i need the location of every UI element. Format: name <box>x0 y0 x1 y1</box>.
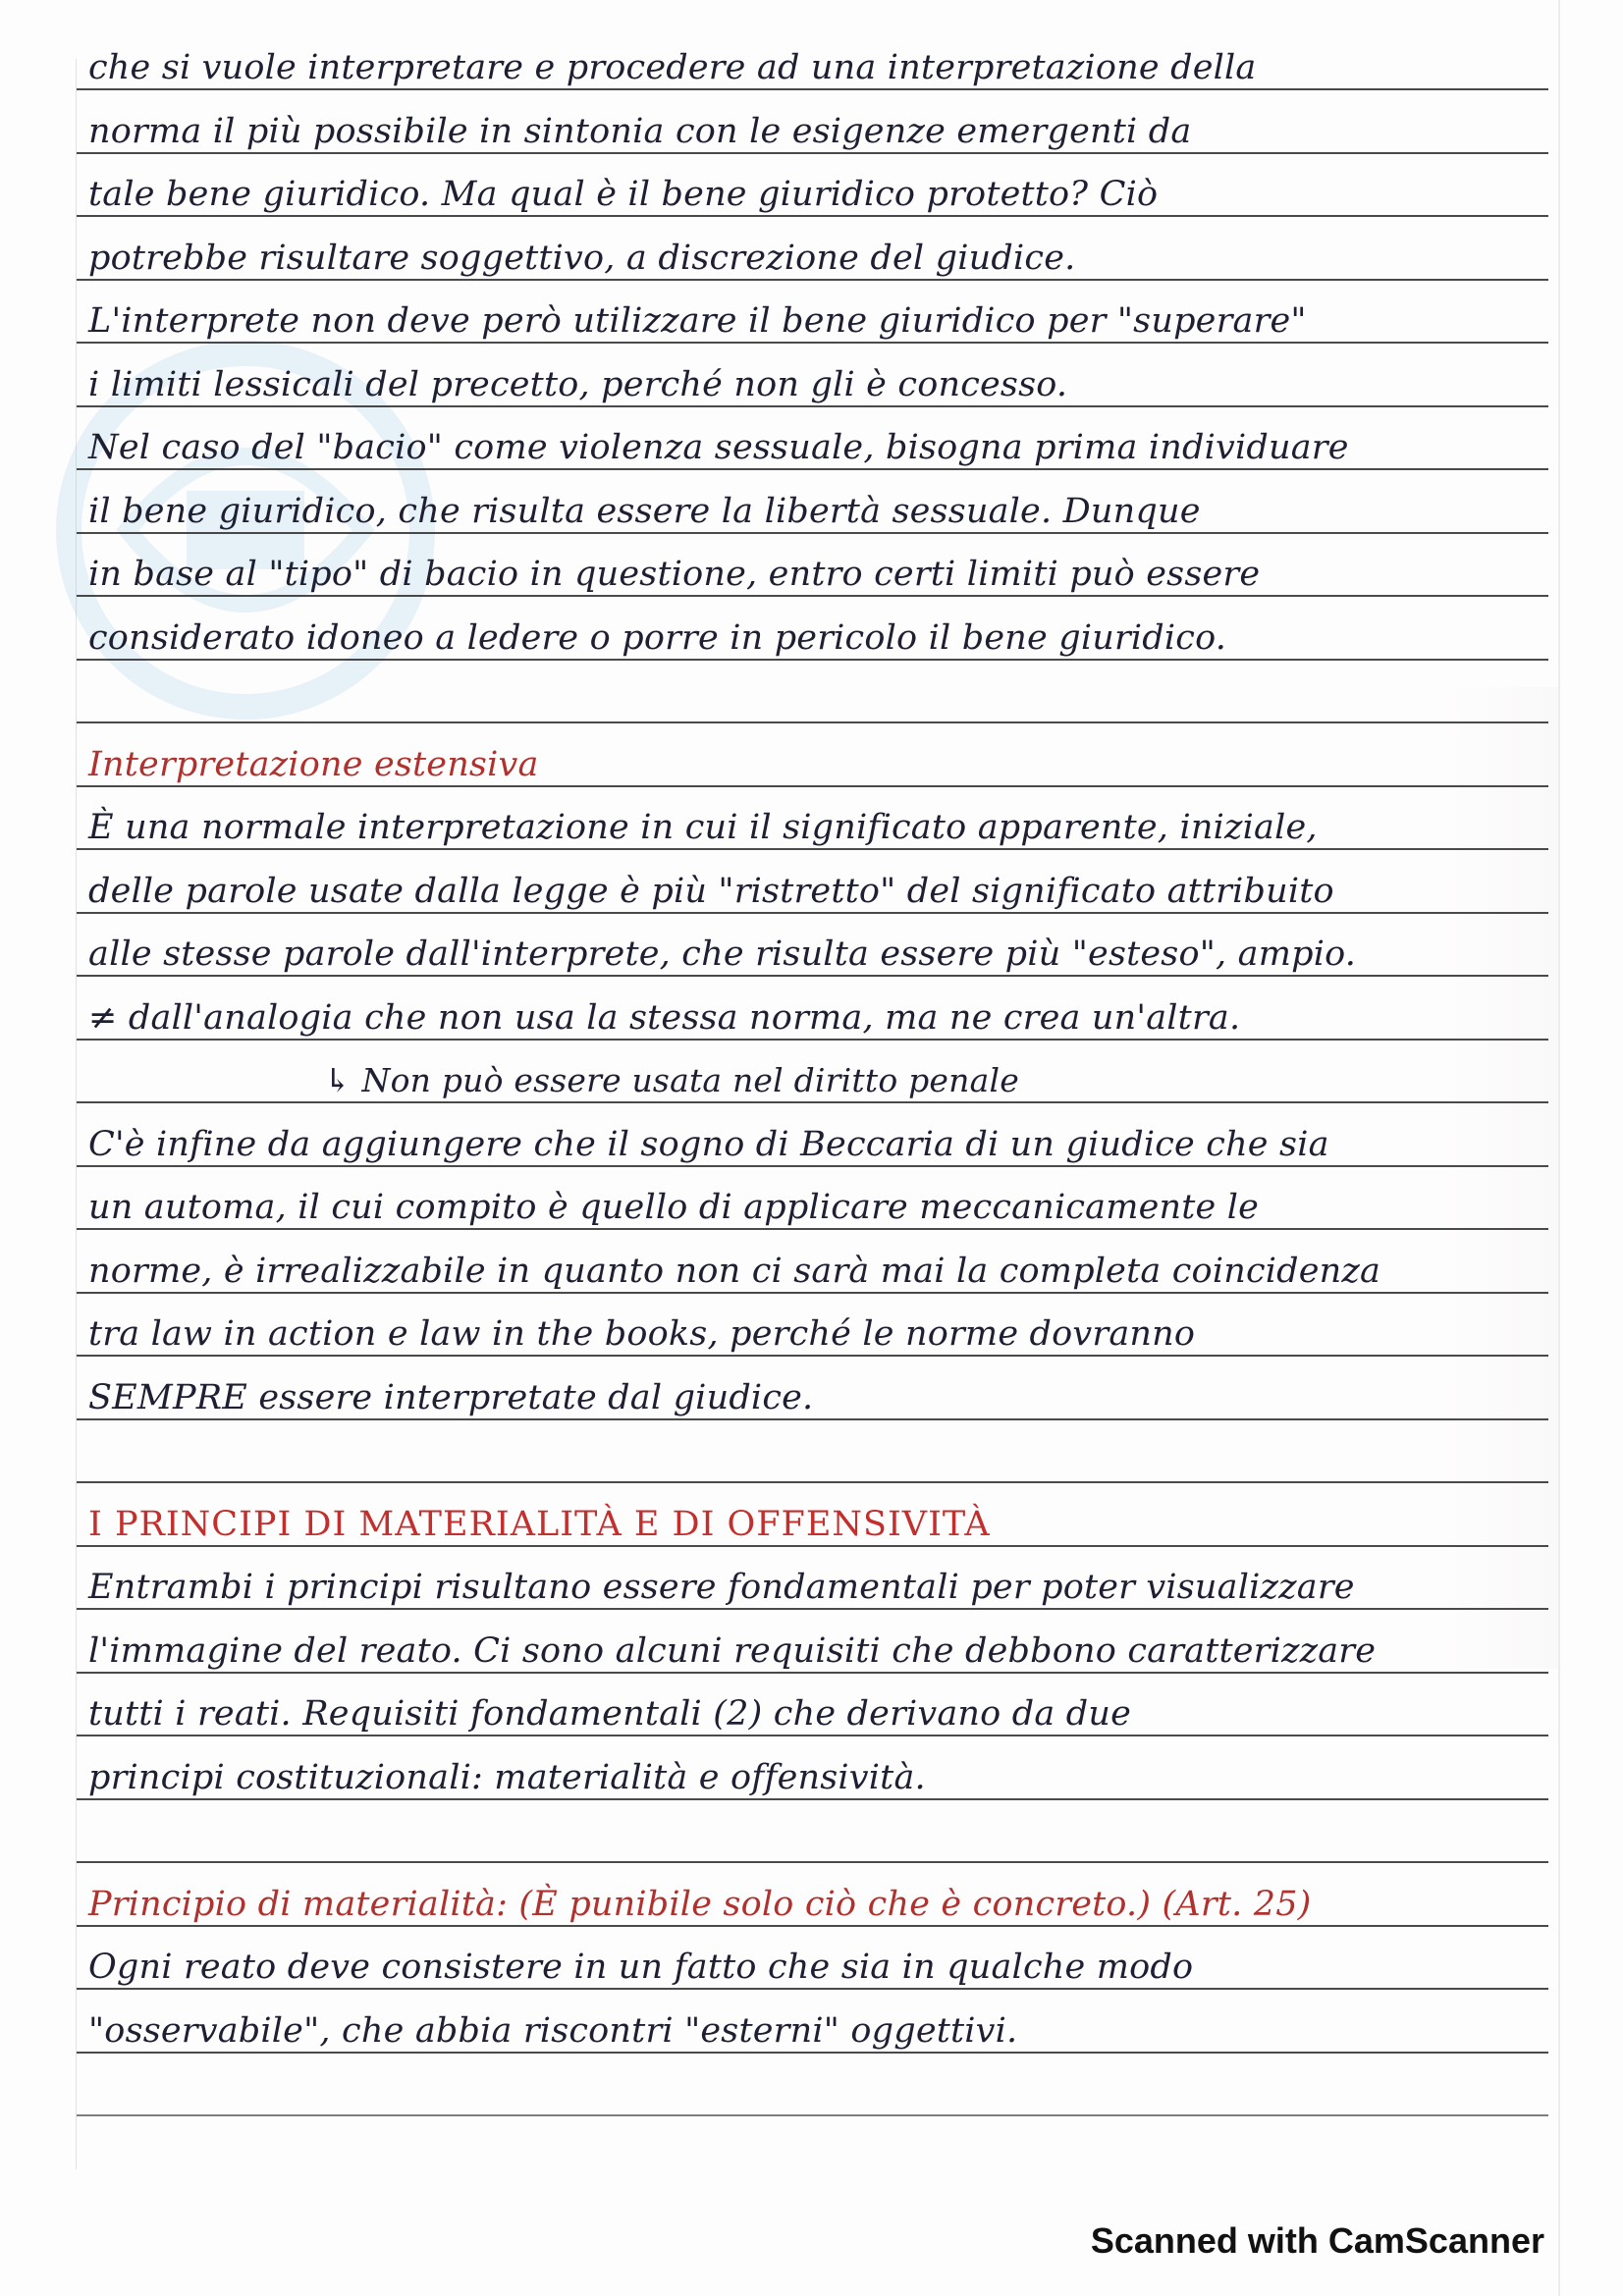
text-line: Nel caso del "bacio" come violenza sessuale, bisogna prima individuare <box>88 428 1349 467</box>
text-line: delle parole usate dalla legge è più "ristretto" del significato attribuito <box>88 871 1334 911</box>
text-line: È una normale interpretazione in cui il significato apparente, iniziale, <box>88 808 1318 847</box>
text-line: ≠ dall'analogia che non usa la stessa norma, ma ne crea un'altra. <box>88 997 1241 1038</box>
text-line: tutti i reati. Requisiti fondamentali (2) che derivano da due <box>88 1694 1132 1734</box>
text-line: "osservabile", che abbia riscontri "esterni" oggettivi. <box>88 2010 1018 2051</box>
text-line <box>88 1436 1544 1485</box>
page-edge <box>1558 0 1560 2296</box>
text-line: i limiti lessicali del precetto, perché non gli è concesso. <box>88 364 1068 404</box>
text-line: Ogni reato deve consistere in un fatto che sia in qualche modo <box>88 1948 1194 1987</box>
text-line: considerato idoneo a ledere o porre in pericolo il bene giuridico. <box>88 617 1227 658</box>
text-line: alle stesse parole dall'interprete, che risulta essere più "esteso", ampio. <box>88 934 1357 974</box>
text-line: C'è infine da aggiungere che il sogno di Beccaria di un giudice che sia <box>88 1124 1329 1164</box>
text-line: norma il più possibile in sintonia con le esigenze emergenti da <box>88 111 1192 151</box>
text-line: L'interprete non deve però utilizzare il bene giuridico per "superare" <box>88 301 1307 341</box>
text-line: ↳ Non può essere usata nel diritto penale <box>324 1061 1019 1099</box>
text-line: tra law in action e law in the books, perché le norme dovranno <box>88 1314 1196 1354</box>
section-heading: I PRINCIPI DI MATERIALITÀ E DI OFFENSIVITÀ <box>88 1504 991 1544</box>
text-line: tale bene giuridico. Ma qual è il bene giuridico protetto? Ciò <box>88 175 1159 214</box>
text-line: in base al "tipo" di bacio in questione, entro certi limiti può essere <box>88 555 1261 594</box>
ruled-line <box>77 2114 1548 2116</box>
text-line: un automa, il cui compito è quello di applicare meccanicamente le <box>88 1188 1260 1227</box>
text-line <box>88 676 1544 725</box>
text-line: l'immagine del reato. Ci sono alcuni requisiti che debbono caratterizzare <box>88 1630 1377 1671</box>
text-line: norme, è irrealizzabile in quanto non ci sarà mai la completa coincidenza <box>88 1251 1381 1291</box>
text-line: Entrambi i principi risultano essere fondamentali per poter visualizzare <box>88 1568 1355 1607</box>
subheading-line: Interpretazione estensiva <box>88 744 539 784</box>
text-line: che si vuole interpretare e procedere ad una interpretazione della <box>88 48 1257 87</box>
text-line: SEMPRE essere interpretate dal giudice. <box>88 1377 814 1417</box>
text-line <box>88 1816 1544 1865</box>
text-line: potrebbe risultare soggettivo, a discrezione del giudice. <box>88 238 1076 278</box>
text-line: il bene giuridico, che risulta essere la libertà sessuale. Dunque <box>88 491 1201 531</box>
text-line: principi costituzionali: materialità e offensività. <box>88 1757 926 1797</box>
scanner-watermark-text: Scanned with CamScanner <box>1090 2220 1544 2261</box>
subheading-line: Principio di materialità: (È punibile solo ciò che è concreto.) (Art. 25) <box>88 1884 1312 1924</box>
